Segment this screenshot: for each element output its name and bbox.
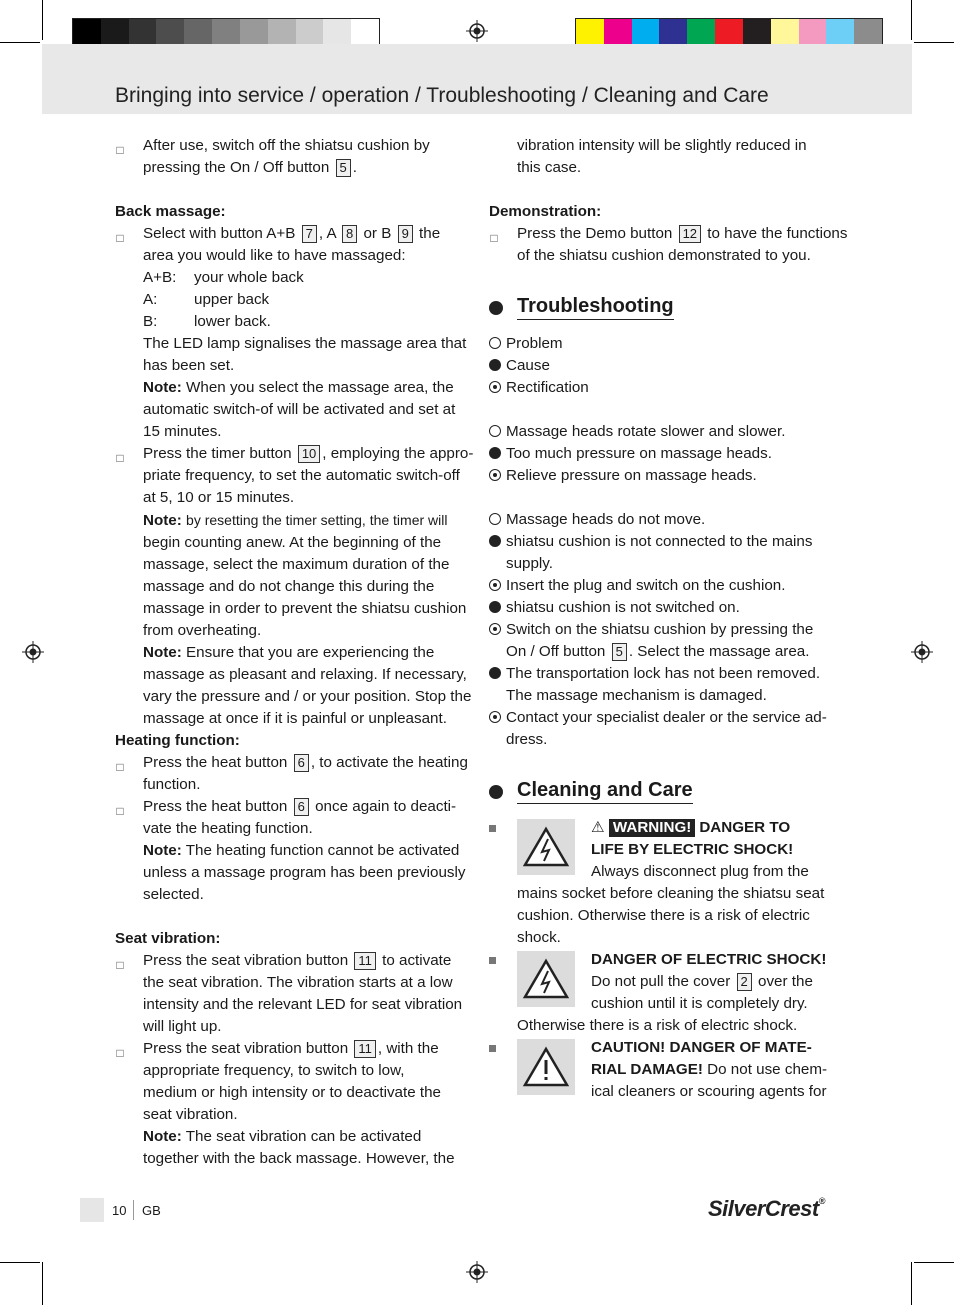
color-swatch: [659, 19, 687, 47]
button-ref: 9: [398, 225, 413, 243]
section-bullet-icon: [489, 301, 503, 315]
cause-dot-icon: [489, 535, 501, 547]
button-ref: 10: [298, 445, 320, 463]
button-ref: 6: [294, 754, 309, 772]
problem-circle-icon: [489, 337, 501, 349]
color-swatch: [156, 19, 184, 47]
button-ref: 8: [342, 225, 357, 243]
rectification-target-icon: [489, 381, 501, 393]
section-heading: Heating function:: [115, 732, 240, 749]
list-item: □ After use, switch off the shiatsu cushion by: [115, 135, 471, 157]
rectification-target-icon: [489, 579, 501, 591]
checkbox-bullet-icon: □: [490, 231, 498, 245]
color-swatch: [101, 19, 129, 47]
area-row: A: upper back: [143, 291, 270, 308]
list-item: □ Press the seat vibration button 11 to activate: [115, 950, 471, 972]
warning-item: ⚠ WARNING! DANGER TO LIFE BY ELECTRIC SHOCK! Always disconnect plug from the mains socket before cleaning the shiatsu seat cushion. Otherwise there is a risk of electric shock.: [489, 817, 844, 949]
checkbox-bullet-icon: □: [116, 760, 124, 774]
area-row: B: lower back.: [143, 313, 271, 330]
registration-mark-icon: [22, 641, 44, 663]
brand-logo: SilverCrest®: [708, 1196, 825, 1221]
button-ref: 11: [354, 1040, 376, 1058]
cause-dot-icon: [489, 359, 501, 371]
button-ref: 12: [679, 225, 701, 243]
page-title: Bringing into service / operation / Troubleshooting / Cleaning and Care: [115, 84, 769, 107]
warning-item: DANGER OF ELECTRIC SHOCK! Do not pull the cover 2 over the cushion until it is completely dry. Otherwise there is a risk of electric shock.: [489, 949, 844, 1037]
legend-cause: Cause: [489, 355, 844, 377]
cause-dot-icon: [489, 601, 501, 613]
area-row: A+B: your whole back: [143, 269, 304, 286]
crop-mark: [914, 42, 954, 43]
section-bullet-icon: [489, 785, 503, 799]
registration-mark-icon: [466, 20, 488, 42]
color-swatch: [268, 19, 296, 47]
list-item: □ Press the heat button 6 , to activate the heating: [115, 752, 471, 774]
warning-item: CAUTION! DANGER OF MATE- RIAL DAMAGE! Do not use chem- ical cleaners or scouring agents for: [489, 1037, 844, 1103]
crop-mark: [0, 1262, 40, 1263]
section-heading: Seat vibration:: [115, 930, 221, 947]
list-item: □ Press the Demo button 12 to have the functions: [489, 223, 844, 245]
button-ref: 2: [737, 973, 752, 991]
color-swatch: [351, 19, 379, 47]
rectification-target-icon: [489, 469, 501, 481]
color-swatch: [715, 19, 743, 47]
color-swatch: [687, 19, 715, 47]
color-swatch: [184, 19, 212, 47]
button-ref: 5: [336, 159, 351, 177]
crop-mark: [42, 1262, 43, 1305]
note: Note: The seat vibration can be activated: [143, 1128, 422, 1145]
note: Note: When you select the massage area, the: [143, 379, 454, 396]
color-swatch: [296, 19, 324, 47]
button-ref: 11: [354, 952, 376, 970]
color-swatch: [632, 19, 660, 47]
crop-mark: [911, 0, 912, 40]
checkbox-bullet-icon: □: [116, 804, 124, 818]
button-ref: 7: [302, 225, 317, 243]
color-swatch: [826, 19, 854, 47]
list-item: □ Select with button A+B 7 , A 8 or B 9 the: [115, 223, 471, 245]
problem-circle-icon: [489, 425, 501, 437]
registration-mark-icon: [911, 641, 933, 663]
crop-mark: [0, 42, 40, 43]
checkbox-bullet-icon: □: [116, 231, 124, 245]
color-swatch: [212, 19, 240, 47]
color-swatch: [240, 19, 268, 47]
rectification-target-icon: [489, 711, 501, 723]
checkbox-bullet-icon: □: [116, 1046, 124, 1060]
cause-dot-icon: [489, 667, 501, 679]
footer-divider: [133, 1200, 134, 1220]
legend-problem: Problem: [489, 333, 844, 355]
warning-triangle-icon: ⚠: [591, 819, 605, 836]
crop-mark: [42, 0, 43, 40]
color-swatch: [771, 19, 799, 47]
cause-dot-icon: [489, 447, 501, 459]
color-swatch: [743, 19, 771, 47]
crop-mark: [914, 1262, 954, 1263]
list-item: □ Press the seat vibration button 11 , with the: [115, 1038, 471, 1060]
left-column: □ After use, switch off the shiatsu cushion by pressing the On / Off button 5 . Back massage: □ Select with button A+B 7 , A 8 or B 9 the area you would like to have massaged: A+B: your whole back A: upper back B: lower back. The LED lamp signalises the massage area that has been set. Note: When you select the massage area, the automatic switch-of will be activated and set at 15 minutes. □ Press the timer button 10 , employing the appro- priate frequency, to set the automatic switch-off at 5, 10 or 15 minutes. Note: by resetting the timer setting, the timer will begin counting anew. At the beginning of the massage, select the maximum duration of the massage and do not change this during the massage in order to prevent the shiatsu cushion from overheating. Note: Ensure that you are experiencing the massage as pleasant and relaxing. If necessary, vary the pressure and / or your position. Stop the massage at once if it is painful or unpleasant. Heating function: □ Press the heat button 6 , to activate the heating function. □ Press the heat button 6 once again to deacti- vate the heating function. Note: The heating function cannot be activated unless a massage program has been previously selected. Seat vibration: □ Press the seat vibration button 11 to activate the seat vibration. The vibration starts at a low intensity and the relevant LED for seat vibration will light up. □ Press the seat vibration button 11 , with the appropriate frequency, to switch to low, medium or high intensity or to deactivate the seat vibration. Note: The seat vibration can be activated together with the back massage. However, the: [115, 137, 474, 1167]
note: Note: by resetting the timer setting, the timer will: [143, 512, 448, 529]
button-ref: 6: [294, 798, 309, 816]
color-swatch: [854, 19, 882, 47]
crop-mark: [911, 1262, 912, 1305]
color-swatch: [799, 19, 827, 47]
section-heading: Back massage:: [115, 203, 226, 220]
list-item: □ Press the timer button 10 , employing the appro-: [115, 443, 471, 465]
note: Note: Ensure that you are experiencing the: [143, 644, 435, 661]
troubleshooting-heading: Troubleshooting: [489, 293, 844, 325]
footer-marker: [80, 1198, 104, 1222]
legend-fix: Rectification: [489, 377, 844, 399]
registration-mark-icon: [466, 1261, 488, 1283]
checkbox-bullet-icon: □: [116, 958, 124, 972]
problem-circle-icon: [489, 513, 501, 525]
right-column: vibration intensity will be slightly reduced in this case. Demonstration: □ Press the Demo button 12 to have the functions of the shiatsu cushion demonstrated to you. Troubleshooting Problem Cause Rectification Massage heads rotate slower and slower. Too much pressure on massage heads. Relieve pressure on massage heads. Massage heads do not move. shiatsu cushion is not connected to the mains supply. Insert the plug and switch on the cushion. shiatsu cushion is not switched on. Switch on the shiatsu cushion by pressing the On / Off button 5 . Select the massage area. The transportation lock has not been removed. The massage mechanism is damaged. Contact your specialist dealer or the service ad- dress. Cleaning and Care ⚠ WARNING! DANGER TO LIFE BY ELECTRIC SHOCK! Always disconnect plug from the mains socket before cleaning the shiatsu seat cushion. Otherwise there is a risk of electric shock. DANGER OF ELECTRIC SHOCK! Do not pull the cover 2 over the cushion until it is completely dry. Otherwise there is a risk of electric shock. CAUTION! DANGER OF MATE- RIAL DAMAGE! Do not use chem- ical cleaners or scouring agents for: [489, 135, 844, 1103]
language-code: GB: [142, 1203, 161, 1218]
checkbox-bullet-icon: □: [116, 143, 124, 157]
cleaning-heading: Cleaning and Care: [489, 777, 844, 809]
color-swatch: [323, 19, 351, 47]
color-swatch: [604, 19, 632, 47]
button-ref: 5: [612, 643, 627, 661]
color-swatch: [576, 19, 604, 47]
page-number: 10: [112, 1203, 127, 1218]
note: Note: The heating function cannot be activated: [143, 842, 460, 859]
color-swatch: [73, 19, 101, 47]
section-heading: Demonstration:: [489, 203, 602, 220]
list-item: □ Press the heat button 6 once again to deacti-: [115, 796, 471, 818]
rectification-target-icon: [489, 623, 501, 635]
color-swatch: [129, 19, 157, 47]
checkbox-bullet-icon: □: [116, 451, 124, 465]
